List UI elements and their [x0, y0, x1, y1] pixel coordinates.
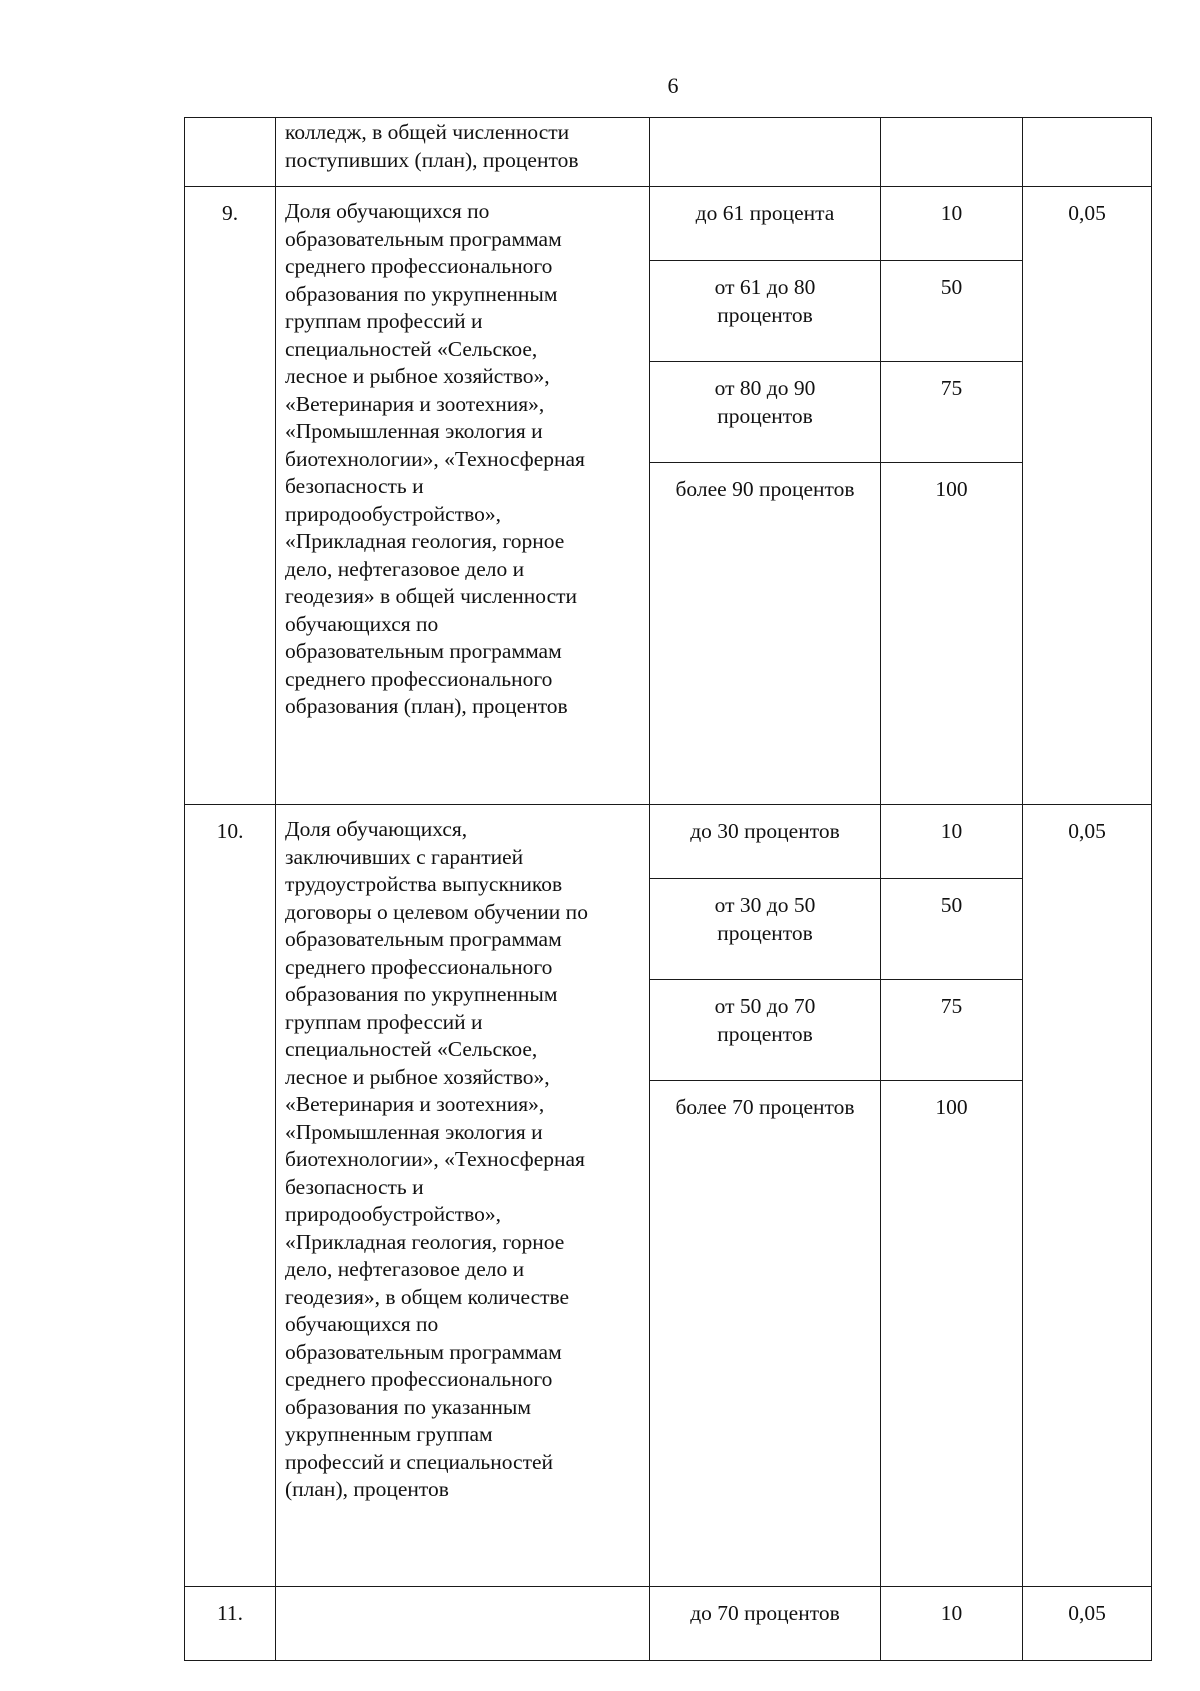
description-line: дело, нефтегазовое дело и: [285, 1257, 525, 1281]
description-line: «Ветеринария и зоотехния»,: [285, 1092, 545, 1116]
description-line: образования по указанным: [285, 1394, 531, 1419]
weight-cell: 0,05: [1023, 187, 1152, 805]
description-line: договоры о целевом обучении по: [285, 899, 588, 924]
range-cell: [650, 261, 881, 362]
description-line: среднего профессионального: [285, 1367, 553, 1391]
range-cell: [650, 805, 881, 879]
description-line: обучающихся по: [285, 611, 439, 636]
range-line: до 30 процентов: [690, 819, 840, 843]
range-cell: [650, 1081, 881, 1587]
description-line: специальностей «Сельское,: [285, 336, 538, 361]
description-line: «Прикладная геология, горное: [285, 1229, 565, 1254]
number-cell: 10.: [185, 805, 276, 1587]
description-line: трудоустройства выпускников: [285, 872, 563, 896]
description-line: образования (план), процентов: [285, 694, 568, 718]
number-cell: [185, 118, 276, 187]
number-cell: 11.: [185, 1587, 276, 1661]
range-cell: [650, 118, 881, 187]
range-cell: [650, 463, 881, 805]
page-number: 6: [667, 73, 679, 98]
range-cell: до 70 процентов: [650, 1587, 881, 1661]
score-cell: 75: [881, 980, 1023, 1081]
score-cell: 75: [881, 362, 1023, 463]
description-line: геодезия» в общей численности: [285, 584, 578, 608]
description-line: образовательным программам: [285, 1339, 562, 1364]
range-cell: [650, 187, 881, 261]
description-line: профессий и специальностей: [285, 1449, 554, 1474]
description-line: группам профессий и: [285, 1009, 483, 1034]
range-line: от 50 до 70: [714, 994, 816, 1018]
range-cell: [650, 879, 881, 980]
weight-cell: [1023, 118, 1152, 187]
description-cell: [276, 118, 650, 187]
description-line: среднего профессионального: [285, 254, 553, 278]
weight-cell: 0,05: [1023, 1587, 1152, 1661]
criteria-table: [184, 117, 1152, 1661]
score-cell: 10: [881, 805, 1023, 879]
number-cell: 9.: [185, 187, 276, 805]
description-line: (план), процентов: [285, 1477, 449, 1501]
score-cell: 50: [881, 879, 1023, 980]
range-line: процентов: [717, 1021, 813, 1046]
description-line: дело, нефтегазовое дело и: [285, 556, 525, 581]
description-line: природообустройство»,: [285, 1202, 501, 1226]
score-cell: 100: [881, 1081, 1023, 1587]
score-cell: 100: [881, 463, 1023, 805]
description-line: среднего профессионального: [285, 954, 553, 979]
description-line: группам профессий и: [285, 309, 483, 333]
description-line: безопасность и: [285, 474, 424, 498]
description-line: природообустройство»,: [285, 501, 501, 526]
range-cell: [650, 362, 881, 463]
description-line: поступивших (план), процентов: [285, 147, 579, 172]
table-row-11: [185, 1587, 1152, 1661]
range-line: процентов: [717, 920, 813, 945]
description-line: Доля обучающихся по: [285, 199, 490, 223]
description-line: лесное и рыбное хозяйство»,: [285, 1064, 550, 1089]
range-line: процентов: [717, 302, 813, 327]
description-line: образования по укрупненным: [285, 982, 558, 1006]
range-line: от 80 до 90: [714, 376, 816, 400]
description-line: «Прикладная геология, горное: [285, 529, 565, 553]
description-line: безопасность и: [285, 1174, 424, 1199]
description-cell: [276, 187, 650, 805]
range-line: процентов: [717, 403, 813, 428]
range-line: от 30 до 50: [714, 893, 816, 917]
description-line: колледж, в общей численности: [285, 120, 570, 144]
table-row-9: [185, 187, 1152, 261]
description-line: «Ветеринария и зоотехния»,: [285, 391, 545, 416]
range-cell: [650, 980, 881, 1081]
score-cell: 10: [881, 187, 1023, 261]
description-line: заключивших с гарантией: [285, 844, 524, 869]
range-line: более 70 процентов: [675, 1095, 855, 1119]
description-line: биотехнологии», «Техносферная: [285, 446, 585, 471]
range-line: от 61 до 80: [714, 275, 816, 299]
description-line: «Промышленная экология и: [285, 1119, 543, 1144]
table-row-10: [185, 805, 1152, 879]
description-line: образования по укрупненным: [285, 281, 558, 306]
score-cell: [881, 118, 1023, 187]
score-cell: 10: [881, 1587, 1023, 1661]
description-line: укрупненным группам: [285, 1422, 493, 1446]
description-line: обучающихся по: [285, 1312, 439, 1336]
description-line: лесное и рыбное хозяйство»,: [285, 364, 550, 388]
description-line: образовательным программам: [285, 226, 562, 251]
description-cell: [276, 805, 650, 1587]
description-line: Доля обучающихся,: [285, 817, 468, 841]
score-cell: 50: [881, 261, 1023, 362]
table-row-continuation: [185, 118, 1152, 187]
description-line: «Промышленная экология и: [285, 419, 543, 443]
range-line: более 90 процентов: [675, 477, 855, 501]
description-line: геодезия», в общем количестве: [285, 1284, 570, 1309]
range-line: до 61 процента: [695, 201, 835, 225]
description-line: биотехнологии», «Техносферная: [285, 1147, 585, 1171]
description-line: образовательным программам: [285, 927, 562, 951]
weight-cell: 0,05: [1023, 805, 1152, 1587]
description-line: специальностей «Сельское,: [285, 1037, 538, 1061]
description-cell: [276, 1587, 650, 1661]
description-line: образовательным программам: [285, 639, 562, 663]
description-line: среднего профессионального: [285, 666, 553, 691]
